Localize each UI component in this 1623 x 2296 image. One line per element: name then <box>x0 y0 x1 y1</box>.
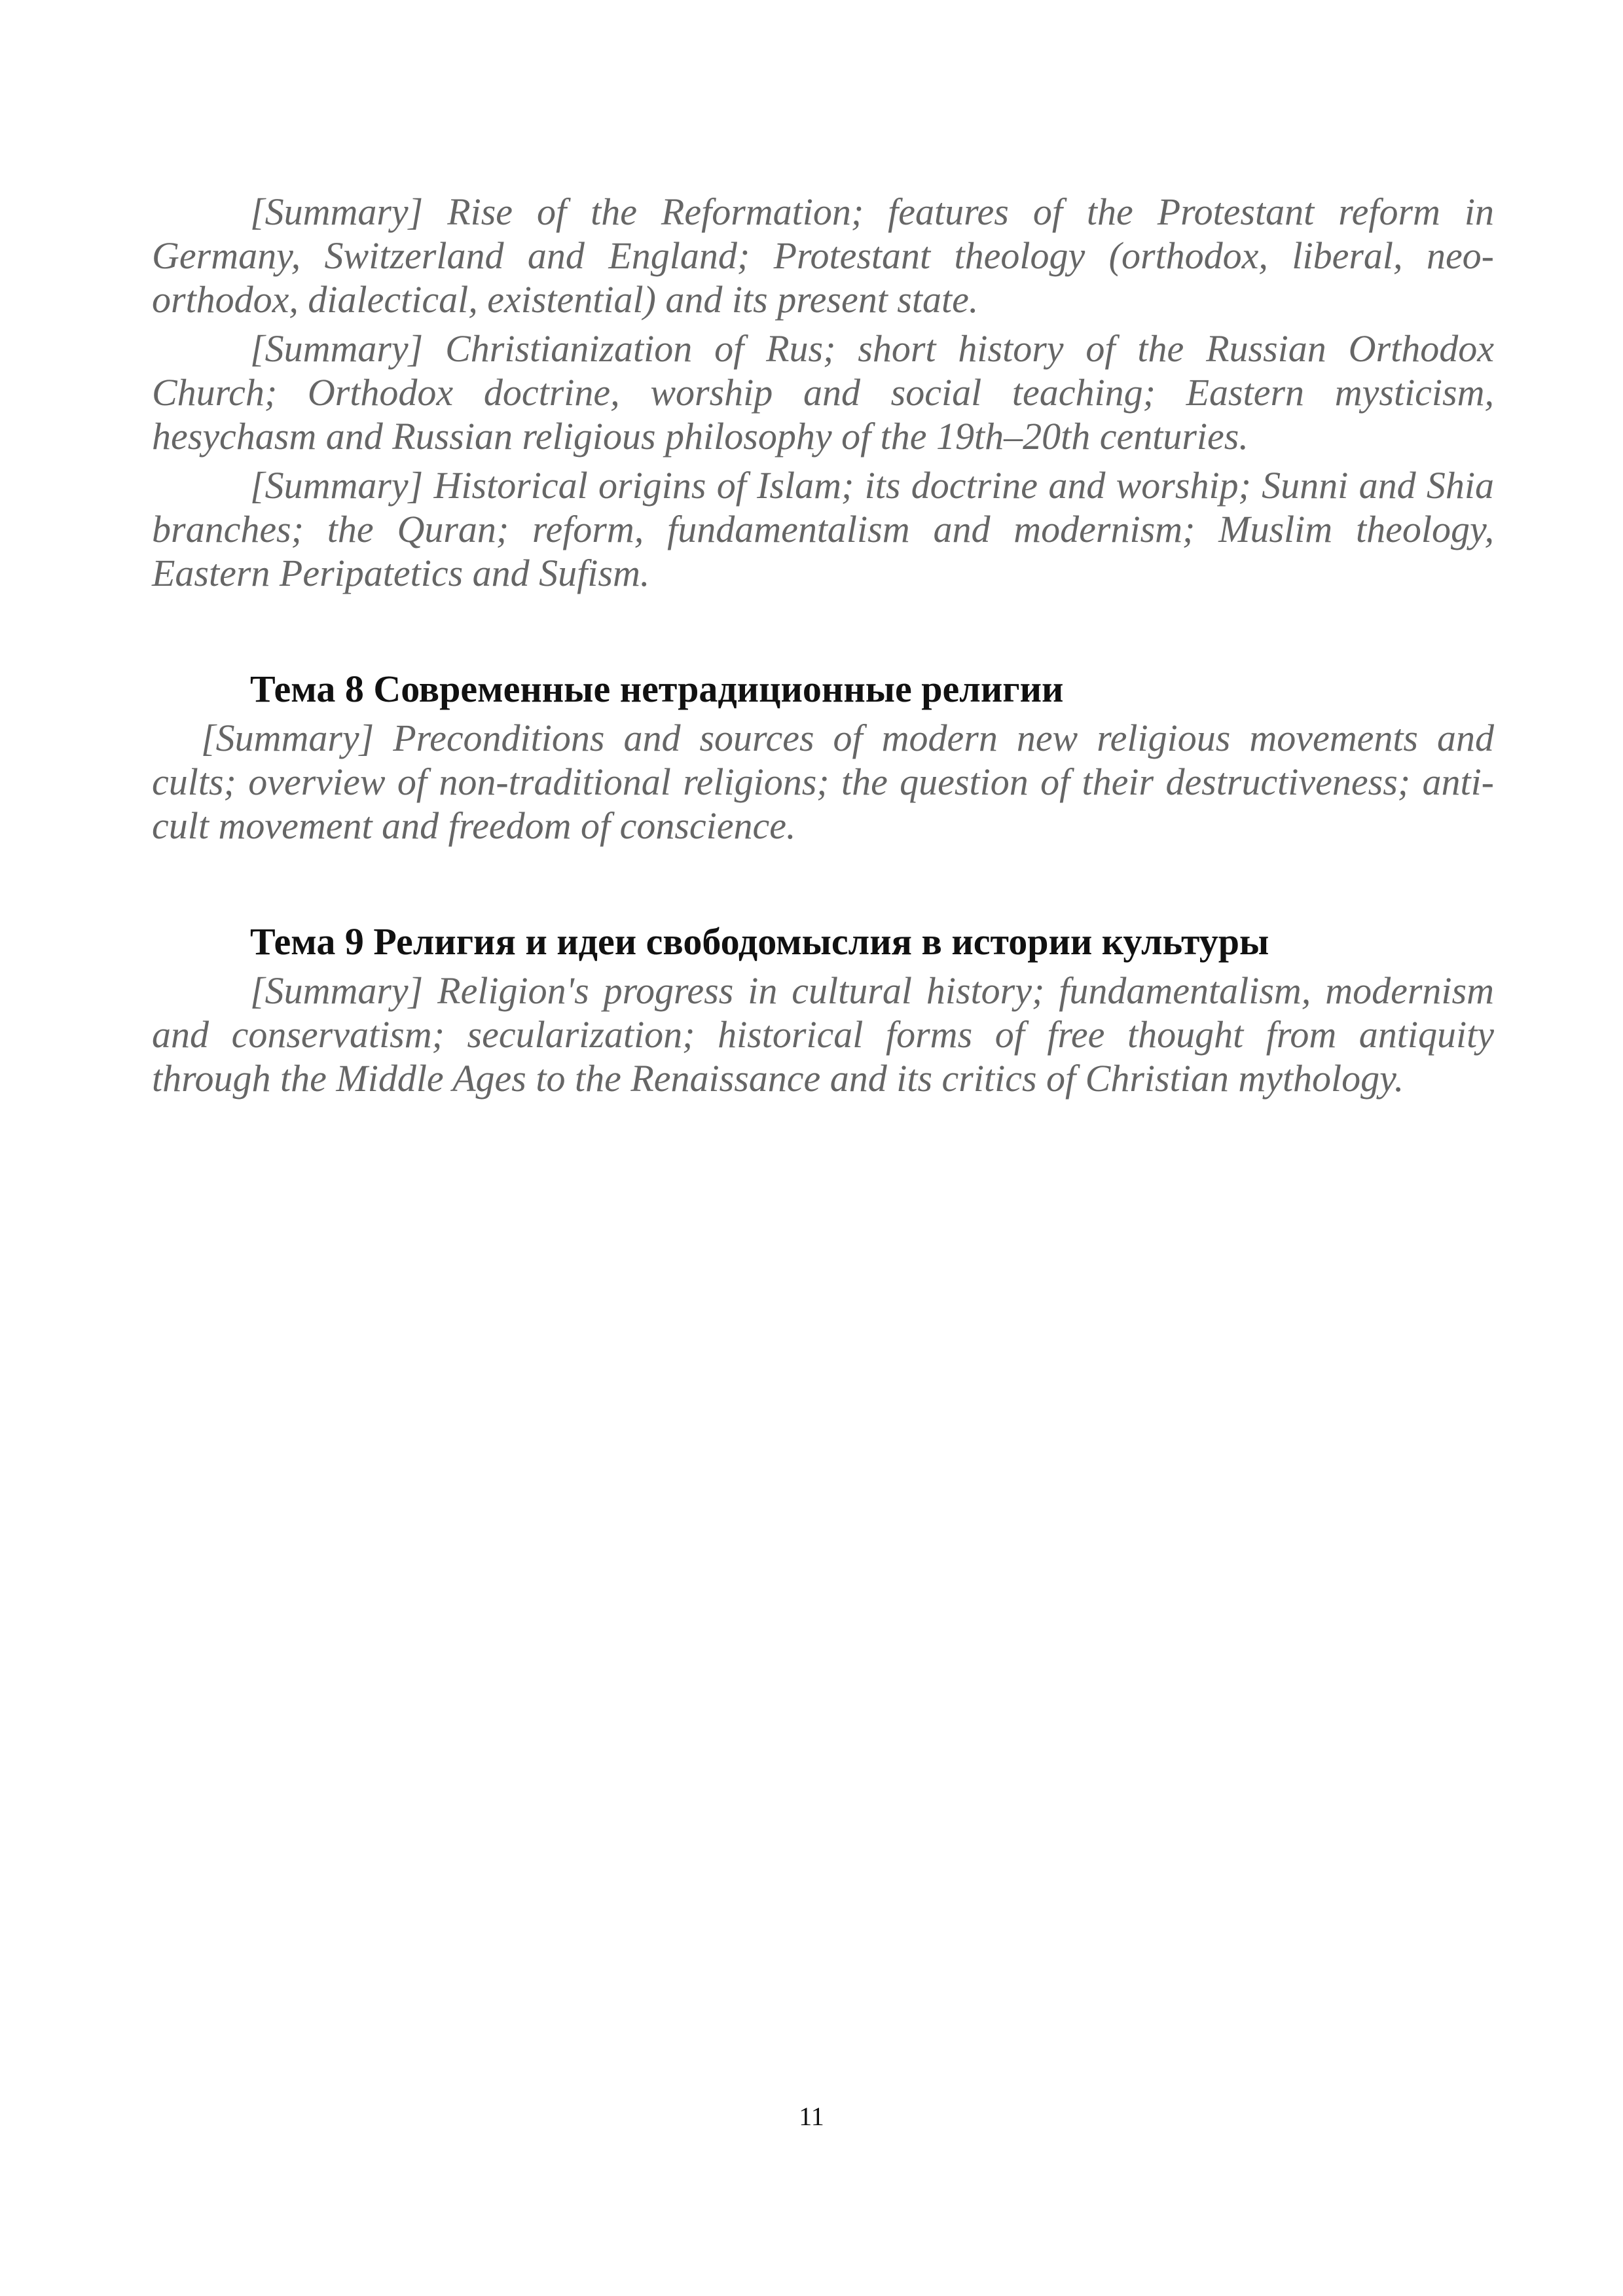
paragraph-summary: [Summary] Religion's progress in cultural history; fundamentalism, modernism and conservatism; secularization; historical forms of free thought from antiquity through the Middle Ages to the Renaissance and its critics of Christian mythology. <box>152 969 1494 1100</box>
paragraph-islam <box>152 463 1494 595</box>
paragraph-topic-9 <box>152 969 1494 1100</box>
page-body <box>152 190 1494 1105</box>
page-number: 11 <box>799 2102 824 2131</box>
paragraph-summary: [Summary] Rise of the Reformation; features of the Protestant reform in Germany, Switzerland and England; Protestant theology (orthodox, liberal, neo-orthodox, dialectical, existential) and its present state. <box>152 190 1494 321</box>
paragraph-summary: [Summary] Preconditions and sources of modern new religious movements and cults; overview of non-traditional religions; the question of their destructiveness; anti-cult movement and freedom of conscience. <box>152 717 1494 847</box>
paragraph-orthodoxy <box>152 327 1494 458</box>
section-heading-topic-9: Тема 9 Религия и идеи свободомыслия в истории культуры <box>250 920 1269 963</box>
paragraph-reformation <box>152 190 1494 321</box>
section-heading-topic-8: Тема 8 Современные нетрадиционные религии <box>250 668 1064 710</box>
paragraph-summary: [Summary] Christianization of Rus; short history of the Russian Orthodox Church; Orthodox doctrine, worship and social teaching; Eastern mysticism, hesychasm and Russian religious philosophy of the 19th–20th centuries. <box>152 327 1494 457</box>
paragraph-summary: [Summary] Historical origins of Islam; its doctrine and worship; Sunni and Shia branches; the Quran; reform, fundamentalism and modernism; Muslim theology, Eastern Peripatetics and Sufism. <box>152 464 1494 594</box>
paragraph-topic-8 <box>152 716 1494 848</box>
